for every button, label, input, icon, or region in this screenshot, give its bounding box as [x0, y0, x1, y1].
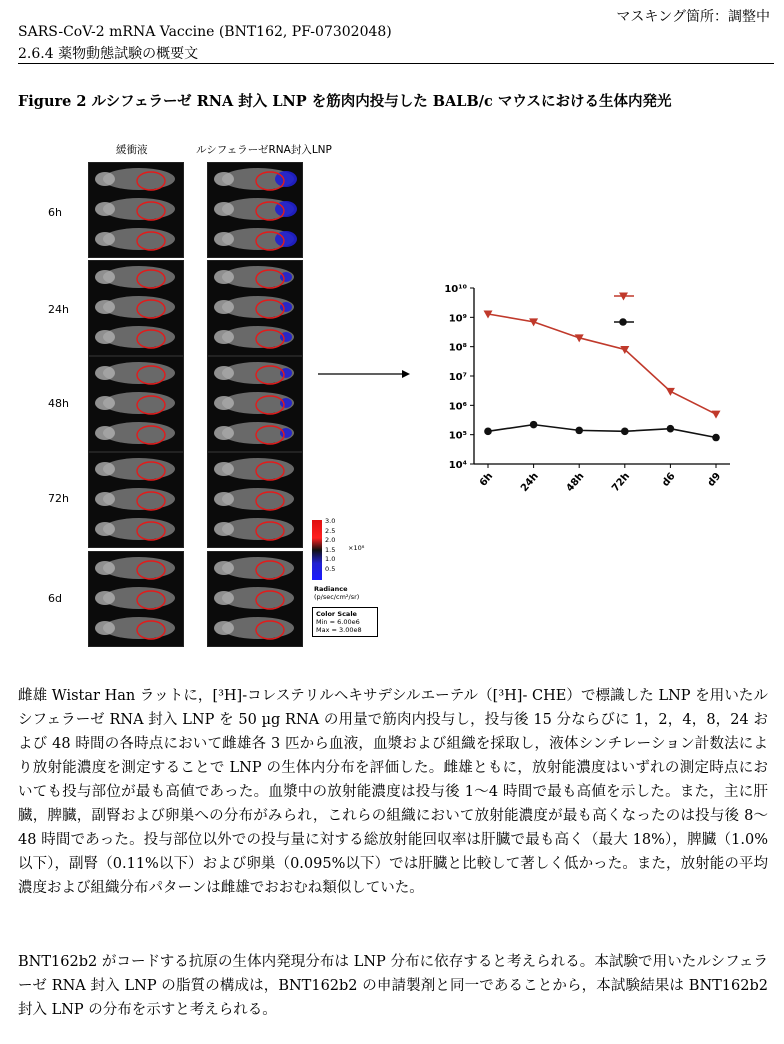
series-line: [488, 425, 716, 438]
color-bar-tick: 2.0: [325, 536, 336, 545]
timepoint-label: 24h: [48, 303, 69, 316]
timepoint-label: 6d: [48, 592, 62, 605]
timepoint-label: 72h: [48, 492, 69, 505]
color-scale-max: Max = 3.00e8: [316, 626, 362, 634]
buffer-mouse-image: [88, 260, 184, 356]
color-scale-box: [312, 607, 378, 637]
lnp-mouse-image: [207, 260, 303, 356]
masking-note: マスキング箇所：調整中: [616, 9, 770, 25]
luminescence-chart: [412, 278, 752, 498]
y-tick-label: 10¹⁰: [444, 284, 467, 295]
color-bar: [312, 520, 322, 580]
x-tick-label: 72h: [610, 470, 633, 495]
body-paragraph-2: BNT162b2 がコードする抗原の生体内発現分布は LNP 分布に依存すると考えられる。本試験で用いたルシフェラーゼ RNA 封入 LNP の脂質の構成は，BNT162b2 の申請製剤と同一であることから，本試験結果は BNT162b2 封入 LNP の分布を示すと考えられる。: [18, 954, 768, 1018]
data-point: [667, 425, 675, 433]
lnp-mouse-image: [207, 551, 303, 647]
body-paragraph-1: 雌雄 Wistar Han ラットに，[³H]-コレステリルヘキサデシルエーテル（[³H]- CHE）で標識した LNP を用いたルシフェラーゼ RNA 封入 LNP を 50 µg RNA の用量で筋肉内投与し，投与後 15 分ならびに 1，2，4，8，24 および 48 時間の各時点において雌雄各 3 匹から血液，血漿および組織を採取し，液体シンチレーション計数法により放射能濃度を測定することで LNP の生体内分布を評価した。雌雄ともに，放射能濃度はいずれの測定時点においても投与部位が最も高値であった。血漿中の放射能濃度は投与後 1～4 時間で最も高値を示した。また，主に肝臓，脾臓，副腎および卵巣への分布がみられ，これらの組織において放射能濃度が最も高くなったのは投与後 8～48 時間であった。投与部位以外での投与量に対する総放射能回収率は肝臓で最も高く（最大 18%），脾臓（1.0%以下），副腎（0.11%以下）および卵巣（0.095%以下）では肝臓と比較して著しく低かった。また，放射能の平均濃度および組織分布パターンは雌雄でおおむね類似していた。: [18, 688, 768, 896]
buffer-mouse-image: [88, 162, 184, 258]
arrow-icon: [318, 366, 410, 382]
data-point: [575, 427, 583, 435]
x-tick-label: 24h: [518, 470, 541, 495]
data-point: [530, 421, 538, 429]
color-bar-tick: 1.5: [325, 545, 336, 554]
y-tick-label: 10⁸: [448, 342, 467, 354]
color-scale-title: Color Scale: [316, 610, 357, 618]
y-tick-label: 10⁵: [448, 430, 467, 442]
radiance-color-scale: [312, 517, 382, 650]
timepoint-label: 48h: [48, 397, 69, 410]
color-bar-tick: 1.0: [325, 555, 336, 564]
lnp-mouse-image: [207, 356, 303, 452]
color-scale-min: Min = 6.00e6: [316, 618, 360, 626]
y-tick-label: 10⁴: [448, 460, 467, 471]
document-product: SARS-CoV-2 mRNA Vaccine (BNT162, PF-07302048): [18, 24, 392, 40]
series-line: [488, 314, 716, 414]
document-section: 2.6.4 薬物動態試験の概要文: [18, 46, 199, 62]
legend-marker: [619, 318, 627, 326]
color-bar-multiplier: ×10⁸: [348, 544, 365, 552]
color-bar-tick: 0.5: [325, 564, 336, 573]
figure-title: Figure 2 ルシフェラーゼ RNA 封入 LNP を筋肉内投与した BALB/c マウスにおける生体内発光: [18, 93, 672, 110]
x-tick-label: d6: [660, 470, 678, 489]
y-tick-label: 10⁶: [448, 401, 467, 413]
data-point: [621, 428, 629, 436]
x-tick-label: 6h: [477, 470, 496, 489]
y-tick-label: 10⁹: [448, 313, 467, 325]
data-point: [666, 388, 675, 396]
lnp-mouse-image: [207, 162, 303, 258]
column-header-lnp: ルシフェラーゼRNA封入LNP: [196, 144, 332, 156]
color-bar-unit-label: Radiance: [314, 585, 348, 593]
y-tick-label: 10⁷: [448, 372, 467, 383]
column-header-buffer: 緩衝液: [116, 144, 148, 156]
lnp-mouse-image: [207, 452, 303, 548]
data-point: [484, 428, 492, 436]
color-bar-tick: 3.0: [325, 517, 336, 525]
x-tick-label: 48h: [564, 470, 587, 495]
timepoint-label: 6h: [48, 206, 62, 219]
x-tick-label: d9: [705, 470, 724, 489]
data-point: [712, 434, 720, 442]
data-point: [712, 411, 721, 419]
buffer-mouse-image: [88, 452, 184, 548]
buffer-mouse-image: [88, 551, 184, 647]
buffer-mouse-image: [88, 356, 184, 452]
color-bar-tick: 2.5: [325, 526, 336, 535]
color-bar-unit: (p/sec/cm²/sr): [314, 593, 360, 601]
header-divider: [18, 63, 774, 64]
